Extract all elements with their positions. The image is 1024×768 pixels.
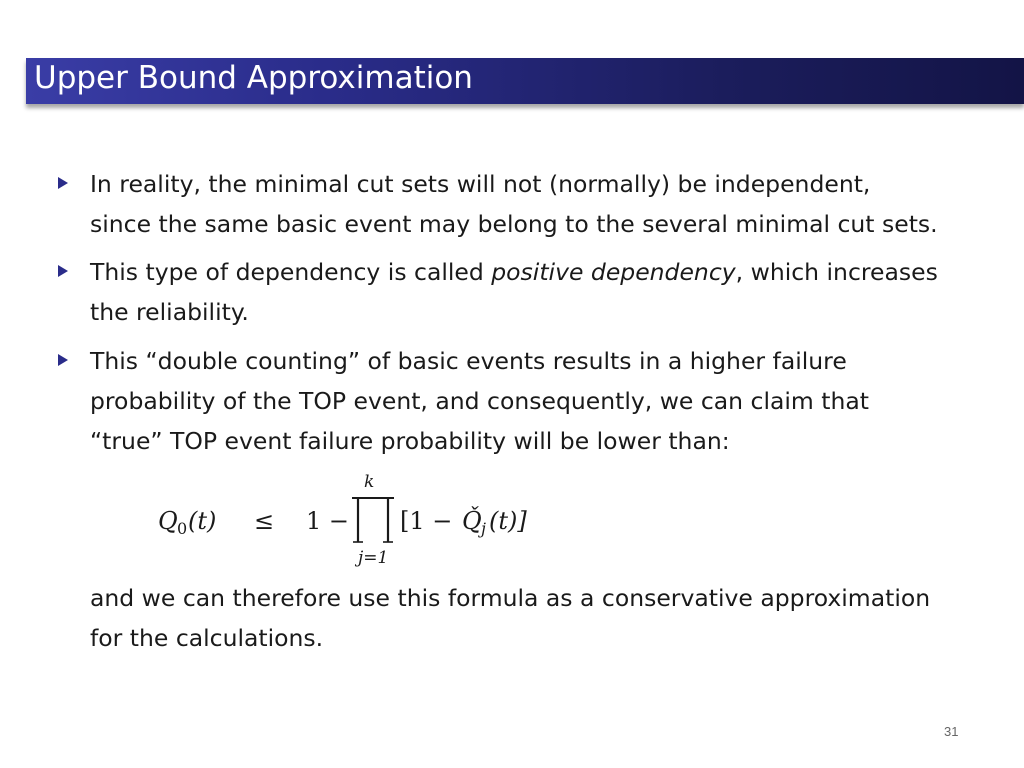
formula-lhs-subscript: 0 — [177, 519, 188, 538]
formula-q-argument: (t)] — [489, 507, 527, 535]
formula-lhs-argument: (t) — [188, 507, 217, 535]
formula-q-subscript: j — [481, 519, 486, 538]
bullet-text — [90, 252, 938, 332]
formula-relation: ≤ — [254, 507, 275, 535]
formula-q-check: Q̌ — [462, 507, 482, 535]
bullet-line — [90, 252, 938, 292]
bullet-triangle-icon — [58, 177, 68, 189]
bullet-triangle-icon — [58, 265, 68, 277]
formula-one-minus: 1 − — [306, 507, 350, 535]
bullet-triangle-icon — [58, 354, 68, 366]
product-symbol-icon — [350, 496, 396, 544]
bullet-line: probability of the TOP event, and consequently, we can claim that — [90, 387, 869, 415]
formula-lhs: Q — [158, 507, 178, 535]
page-number: 31 — [944, 724, 959, 739]
bullet-text-part: This type of dependency is called — [90, 258, 492, 286]
conclusion-line: and we can therefore use this formula as a conservative approximation — [90, 584, 931, 612]
bullet-line: since the same basic event may belong to the several minimal cut sets. — [90, 210, 938, 238]
formula — [150, 470, 670, 580]
formula-bracket-open: [1 − — [400, 507, 453, 535]
bullet-line: “true” TOP event failure probability will be lower than: — [90, 427, 730, 455]
bullet-line: In reality, the minimal cut sets will not (normally) be independent, — [90, 170, 871, 198]
bullet-text — [90, 341, 869, 461]
product-upper-limit: k — [364, 472, 375, 492]
slide-title: Upper Bound Approximation — [34, 60, 473, 96]
bullet-text-part: , which increases — [735, 258, 938, 286]
conclusion-text — [90, 578, 930, 658]
product-lower-limit: j=1 — [358, 548, 389, 568]
bullet-line: This “double counting” of basic events results in a higher failure — [90, 347, 847, 375]
emphasis-text: positive dependency — [491, 258, 736, 286]
bullet-text — [90, 164, 938, 244]
conclusion-line: for the calculations. — [90, 624, 324, 652]
bullet-line: the reliability. — [90, 298, 249, 326]
